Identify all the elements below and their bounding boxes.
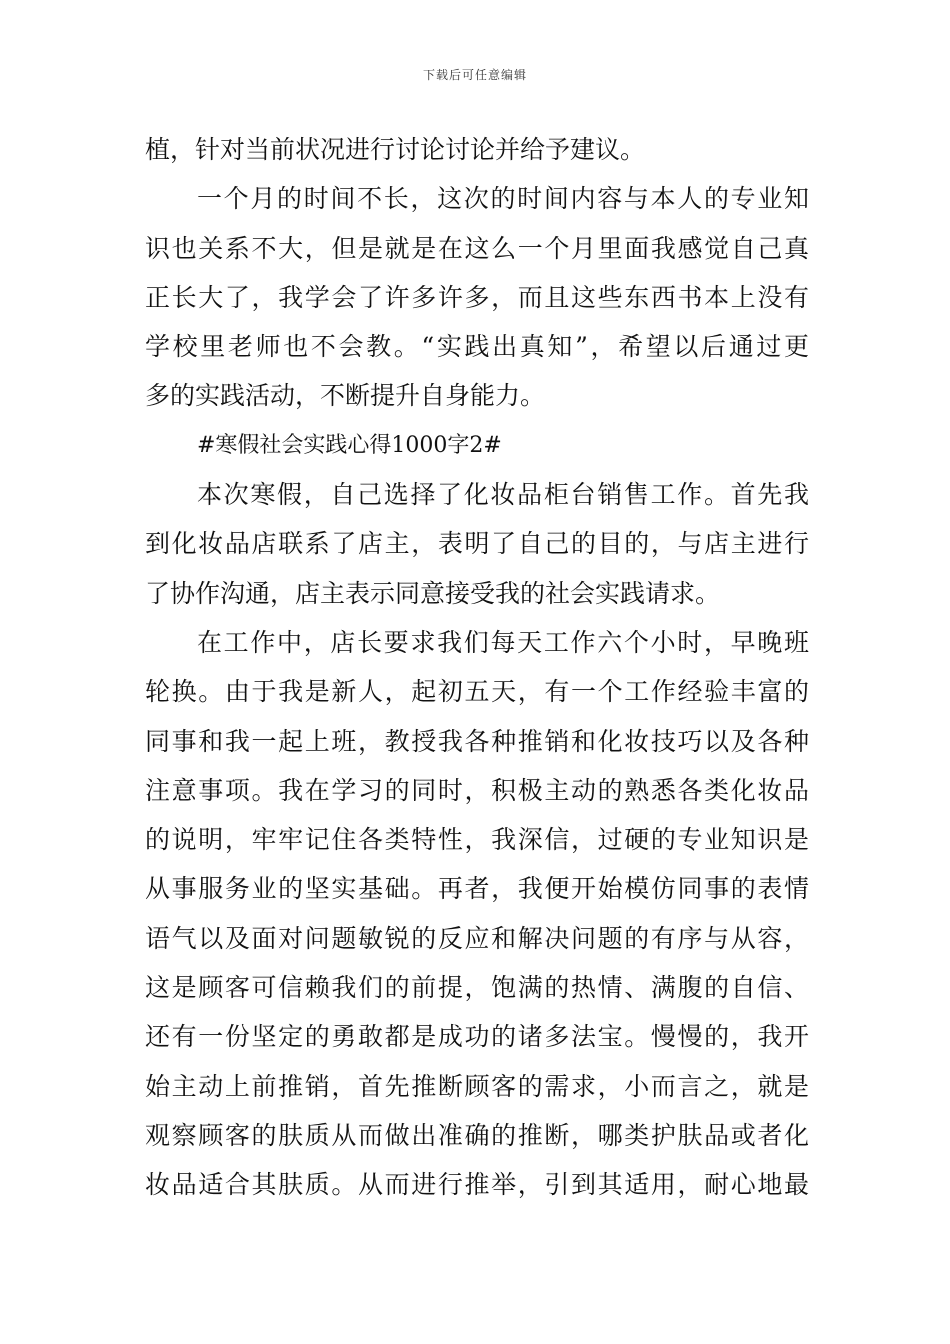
- page-header: 下载后可任意编辑: [422, 68, 527, 82]
- text-line: 的说明，牢牢记住各类特性，我深信，过硬的专业知识是: [145, 825, 809, 855]
- text-line: 这是顾客可信赖我们的前提，饱满的热情、满腹的自信、: [145, 973, 809, 1003]
- text-line: 语气以及面对问题敏锐的反应和解决问题的有序与从容，: [145, 923, 809, 953]
- text-line: 了协作沟通，店主表示同意接受我的社会实践请求。: [145, 578, 721, 608]
- section-heading: #寒假社会实践心得1000字2#: [197, 432, 502, 458]
- body-text: [145, 125, 809, 1210]
- text-line: 注意事项。我在学习的同时，积极主动的熟悉各类化妆品: [145, 775, 809, 805]
- text-line: 识也关系不大，但是就是在这么一个月里面我感觉自己真: [145, 233, 809, 263]
- text-line: 到化妆品店联系了店主，表明了自己的目的，与店主进行: [145, 529, 809, 559]
- text-line: 始主动上前推销，首先推断顾客的需求，小而言之，就是: [145, 1071, 809, 1101]
- text-line: 轮换。由于我是新人，起初五天，有一个工作经验丰富的: [145, 677, 809, 707]
- text-line: 观察顾客的肤质从而做出准确的推断，哪类护肤品或者化: [145, 1120, 809, 1150]
- text-line: 还有一份坚定的勇敢都是成功的诸多法宝。慢慢的，我开: [145, 1022, 809, 1052]
- text-line: 在工作中，店长要求我们每天工作六个小时，早晚班: [197, 627, 809, 657]
- text-line: 多的实践活动，不断提升自身能力。: [145, 381, 546, 411]
- text-line: 本次寒假，自己选择了化妆品柜台销售工作。首先我: [197, 480, 809, 510]
- text-line: 妆品适合其肤质。从而进行推举，引到其适用，耐心地最: [145, 1170, 809, 1200]
- text-line: 同事和我一起上班，教授我各种推销和化妆技巧以及各种: [145, 726, 809, 756]
- text-line: 从事服务业的坚实基础。再者，我便开始模仿同事的表情: [145, 874, 809, 904]
- text-line: 正长大了，我学会了许多许多，而且这些东西书本上没有: [145, 282, 809, 312]
- text-line: 一个月的时间不长，这次的时间内容与本人的专业知: [197, 184, 809, 214]
- text-line: 植，针对当前状况进行讨论讨论并给予建议。: [145, 135, 646, 164]
- text-line: 学校里老师也不会教。“实践出真知”，希望以后通过更: [145, 332, 809, 362]
